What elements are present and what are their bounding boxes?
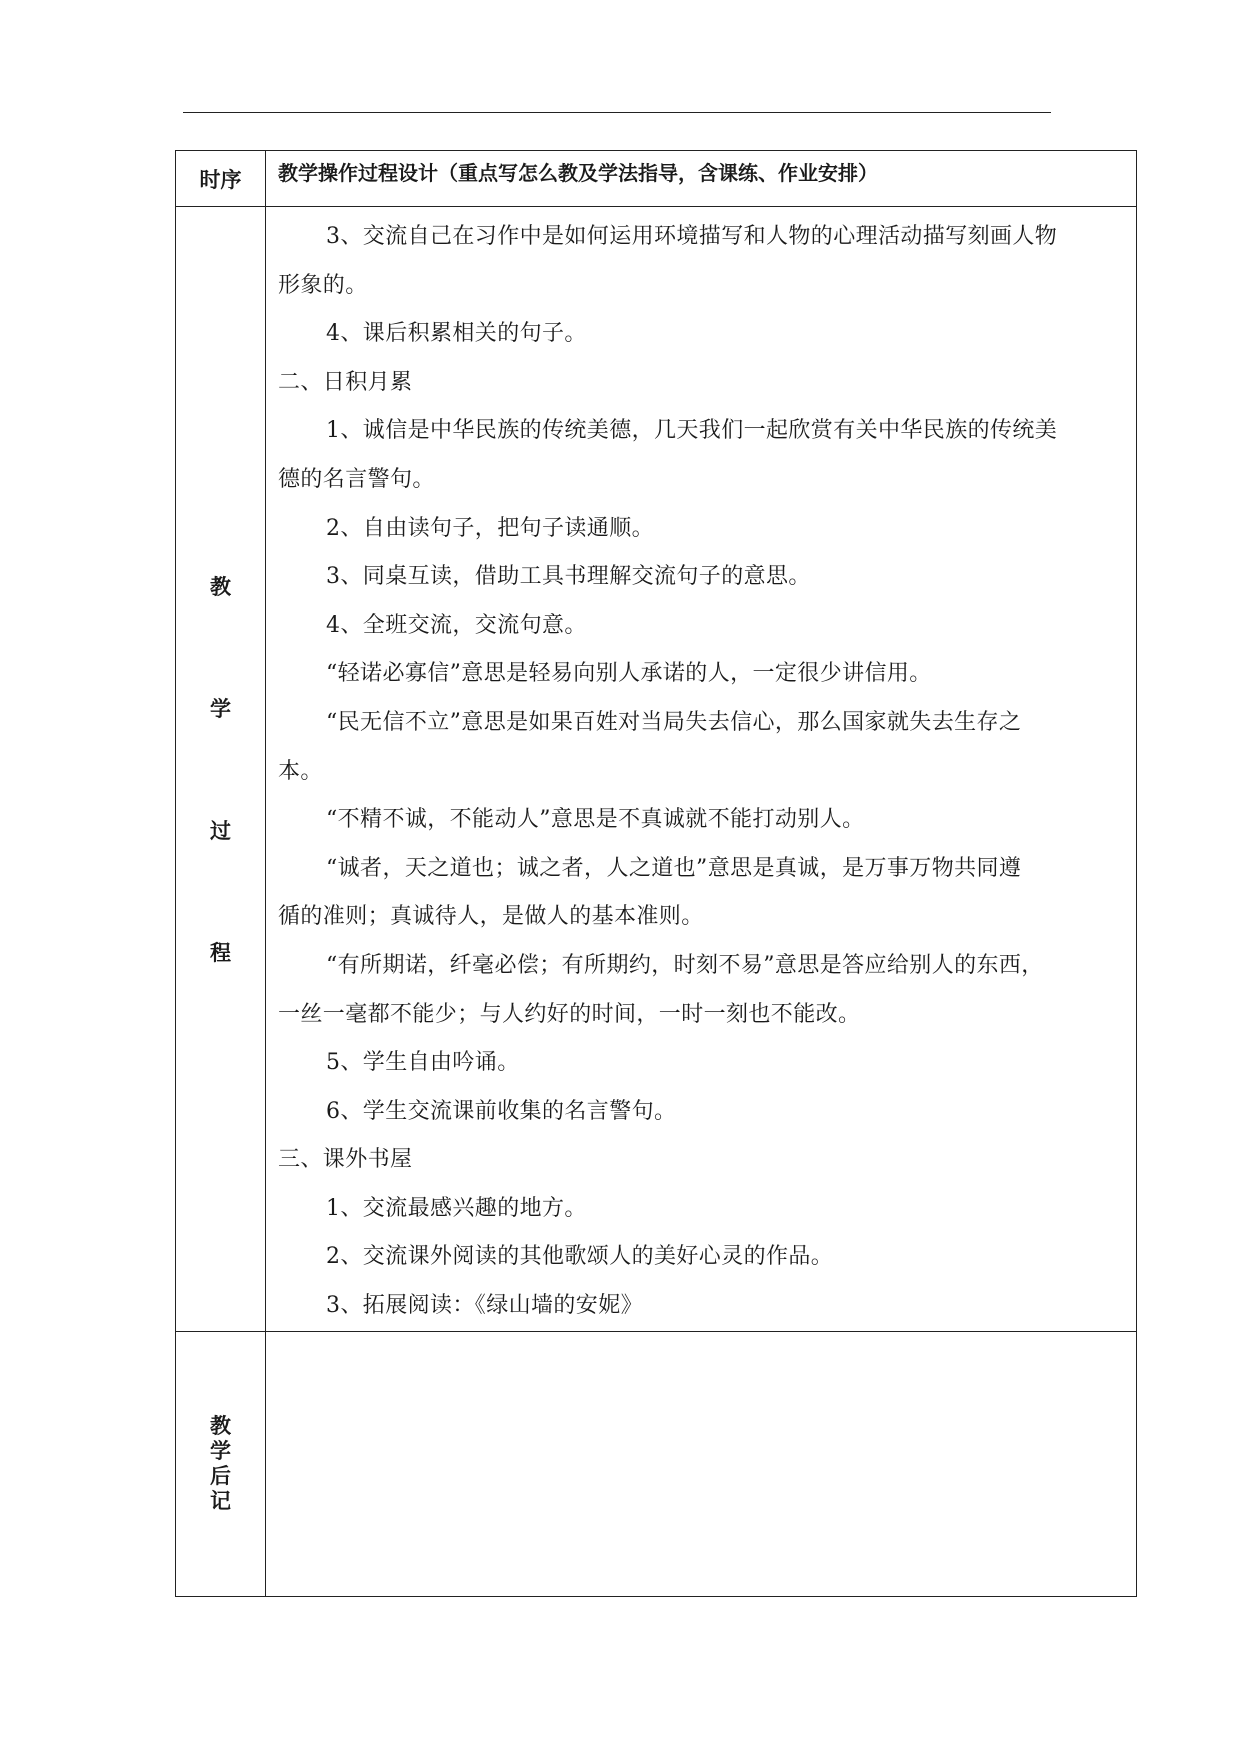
process-label-char: 过 bbox=[210, 818, 231, 843]
content-line: 2、自由读句子，把句子读通顺。 bbox=[326, 515, 654, 541]
content-line: 形象的。 bbox=[278, 272, 368, 298]
content-line: “民无信不立”意思是如果百姓对当局失去信心，那么国家就失去生存之 bbox=[326, 709, 1022, 735]
process-label-char: 教 bbox=[210, 574, 231, 599]
notes-row bbox=[176, 1331, 1137, 1596]
content-line: “不精不诚，不能动人”意思是不真诚就不能打动别人。 bbox=[326, 807, 865, 833]
process-row bbox=[176, 207, 1137, 1332]
notes-label-char: 后 bbox=[210, 1463, 231, 1488]
section-heading: 三、课外书屋 bbox=[278, 1147, 413, 1173]
table-header-row bbox=[176, 151, 1137, 207]
content-line: 2、交流课外阅读的其他歌颂人的美好心灵的作品。 bbox=[326, 1244, 834, 1270]
lesson-plan-table bbox=[175, 150, 1137, 1597]
content-line: 4、全班交流，交流句意。 bbox=[326, 612, 587, 638]
notes-label-char: 记 bbox=[210, 1488, 231, 1513]
section-heading: 二、日积月累 bbox=[278, 369, 413, 395]
header-process-design: 教学操作过程设计（重点写怎么教及学法指导，含课练、作业安排） bbox=[266, 151, 1137, 207]
notes-label-cell bbox=[176, 1331, 266, 1596]
content-line: “诚者，天之道也；诚之者，人之道也”意思是真诚，是万事万物共同遵 bbox=[326, 855, 1022, 881]
process-content-cell bbox=[266, 207, 1137, 1332]
content-line: “有所期诺，纤毫必偿；有所期约，时刻不易”意思是答应给别人的东西， bbox=[326, 952, 1044, 978]
content-line: 6、学生交流课前收集的名言警句。 bbox=[326, 1098, 677, 1124]
content-line: 1、诚信是中华民族的传统美德，几天我们一起欣赏有关中华民族的传统美 bbox=[326, 418, 1058, 444]
content-line: 一丝一毫都不能少；与人约好的时间，一时一刻也不能改。 bbox=[278, 1001, 861, 1027]
header-time-sequence: 时序 bbox=[176, 151, 266, 207]
process-label-char: 学 bbox=[210, 696, 231, 721]
header-rule bbox=[183, 112, 1051, 113]
notes-content-cell bbox=[266, 1331, 1137, 1596]
content-line: 5、学生自由吟诵。 bbox=[326, 1050, 520, 1076]
content-line: 3、同桌互读，借助工具书理解交流句子的意思。 bbox=[326, 564, 811, 590]
process-label-cell bbox=[176, 207, 266, 1332]
notes-label-char: 教 bbox=[210, 1413, 231, 1438]
content-line: 循的准则；真诚待人，是做人的基本准则。 bbox=[278, 904, 704, 930]
content-line: 德的名言警句。 bbox=[278, 466, 435, 492]
content-line: 3、交流自己在习作中是如何运用环境描写和人物的心理活动描写刻画人物 bbox=[326, 224, 1058, 249]
content-line: 3、拓展阅读：《绿山墙的安妮》 bbox=[326, 1293, 643, 1319]
notes-label-char: 学 bbox=[210, 1438, 231, 1463]
content-line: 1、交流最感兴趣的地方。 bbox=[326, 1195, 587, 1221]
content-line: 本。 bbox=[278, 758, 323, 784]
process-label-char: 程 bbox=[210, 940, 231, 965]
content-line: 4、课后积累相关的句子。 bbox=[326, 321, 587, 347]
content-line: “轻诺必寡信”意思是轻易向别人承诺的人，一定很少讲信用。 bbox=[326, 661, 932, 687]
